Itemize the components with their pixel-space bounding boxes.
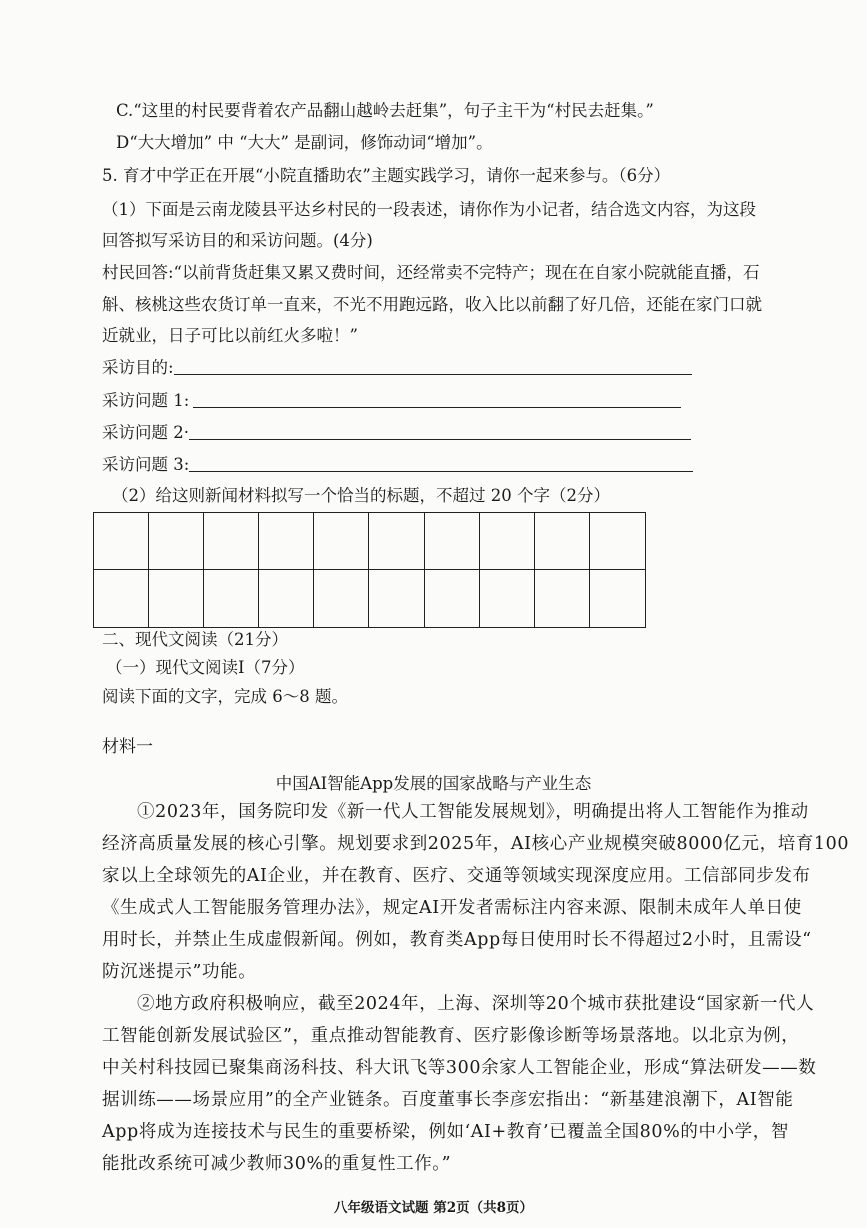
paragraph-1-line2: 经济高质量发展的核心引擎。规划要求到2025年，AI核心产业规模突破8000亿元，培育100 [102, 834, 850, 854]
material-label: 材料一 [102, 737, 153, 757]
grid-cell[interactable] [369, 570, 424, 627]
paragraph-2-line4: 据训练——场景应用”的全产业链条。百度董事长李彦宏指出：“新基建浪潮下，AI智能 [102, 1090, 794, 1110]
question-5-sub2: （2）给这则新闻材料拟写一个恰当的标题，不超过 20 个字（2分） [112, 486, 610, 505]
paragraph-1-line1: ①2023年，国务院印发《新一代人工智能发展规划》，明确提出将人工智能作为推动 [137, 802, 809, 822]
field-label: 采访问题 3: [102, 455, 190, 474]
interview-question-2-field[interactable] [102, 421, 691, 445]
section-2-heading: 二、现代文阅读（21分） [102, 630, 288, 649]
question-5-sub1-line2: 回答拟写采访目的和采访问题。(4分) [102, 231, 373, 250]
question-5-sub1-line1: （1）下面是云南龙陵县平达乡村民的一段表述，请你作为小记者，结合选文内容，为这段 [102, 200, 756, 219]
paragraph-2-line1: ②地方政府积极响应，截至2024年，上海、深圳等20个城市获批建设“国家新一代人 [137, 994, 815, 1014]
grid-cell[interactable] [149, 570, 204, 627]
field-label: 采访问题 1: [102, 391, 190, 410]
reading-instruction: 阅读下面的文字，完成 6～8 题。 [102, 687, 348, 706]
paragraph-1-line6: 防沉迷提示”功能。 [102, 962, 257, 982]
villager-reply-line3: 近就业，日子可比以前红火多啦！” [102, 326, 358, 345]
field-label: 采访问题 2· [102, 423, 189, 442]
grid-cell[interactable] [535, 513, 590, 570]
paragraph-2-line3: 中关村科技园已聚集商汤科技、科大讯飞等300余家人工智能企业，形成“算法研发——数 [102, 1058, 817, 1078]
grid-cell[interactable] [535, 570, 590, 627]
grid-cell[interactable] [204, 513, 259, 570]
answer-line [189, 439, 691, 440]
paragraph-1-line4: 《生成式人工智能服务管理办法》，规定AI开发者需标注内容来源、限制未成年人单日使 [102, 898, 802, 918]
grid-cell[interactable] [425, 570, 480, 627]
grid-cell[interactable] [94, 513, 149, 570]
paragraph-2-line6: 能批改系统可减少教师30%的重复性工作。” [102, 1154, 452, 1174]
field-label: 采访目的: [102, 358, 174, 377]
answer-line [193, 407, 681, 408]
grid-cell[interactable] [369, 513, 424, 570]
grid-cell[interactable] [259, 570, 314, 627]
interview-purpose-field[interactable] [102, 356, 692, 380]
interview-question-1-field[interactable] [102, 389, 681, 413]
paragraph-1-line3: 家以上全球领先的AI企业，并在教育、医疗、交通等领域实现深度应用。工信部同步发布 [102, 866, 811, 886]
grid-cell[interactable] [259, 513, 314, 570]
grid-cell[interactable] [590, 570, 645, 627]
paragraph-1-line5: 用时长，并禁止生成虚假新闻。例如，教育类App每日使用时长不得超过2小时，且需设“ [102, 930, 812, 950]
grid-cell[interactable] [480, 513, 535, 570]
answer-line [174, 374, 692, 375]
interview-question-3-field[interactable] [102, 453, 693, 477]
grid-cell[interactable] [425, 513, 480, 570]
grid-cell[interactable] [204, 570, 259, 627]
section-2-part-1-heading: （一）现代文阅读Ⅰ（7分） [106, 658, 305, 677]
paragraph-2-line2: 工智能创新发展试验区”，重点推动智能教育、医疗影像诊断等场景落地。以北京为例， [102, 1026, 800, 1046]
grid-cell[interactable] [94, 570, 149, 627]
villager-reply-line2: 斛、核桃这些农货订单一直来，不光不用跑远路，收入比以前翻了好几倍，还能在家门口就 [102, 295, 762, 314]
grid-cell[interactable] [314, 513, 369, 570]
option-c: C.“这里的村民要背着农产品翻山越岭去赶集”，句子主干为“村民去赶集。” [116, 101, 654, 120]
question-5-title: 5. 育才中学正在开展“小院直播助农”主题实践学习，请你一起来参与。（6分） [102, 166, 671, 185]
title-answer-grid[interactable] [93, 512, 646, 628]
grid-cell[interactable] [590, 513, 645, 570]
villager-reply-line1: 村民回答:“以前背货赶集又累又费时间，还经常卖不完特产；现在在自家小院就能直播，石 [102, 263, 760, 282]
grid-cell[interactable] [149, 513, 204, 570]
answer-line [189, 471, 693, 472]
grid-cell[interactable] [314, 570, 369, 627]
paragraph-2-line5: App将成为连接技术与民生的重要桥梁，例如‘AI+教育’已覆盖全国80%的中小学，智 [102, 1122, 789, 1142]
option-d: D“大大增加” 中 “大大” 是副词，修饰动词“增加”。 [116, 133, 493, 152]
material-title: 中国AI智能App发展的国家战略与产业生态 [275, 774, 592, 793]
grid-cell[interactable] [480, 570, 535, 627]
page-footer: 八年级语文试题 第2页（共8页） [334, 1200, 533, 1216]
